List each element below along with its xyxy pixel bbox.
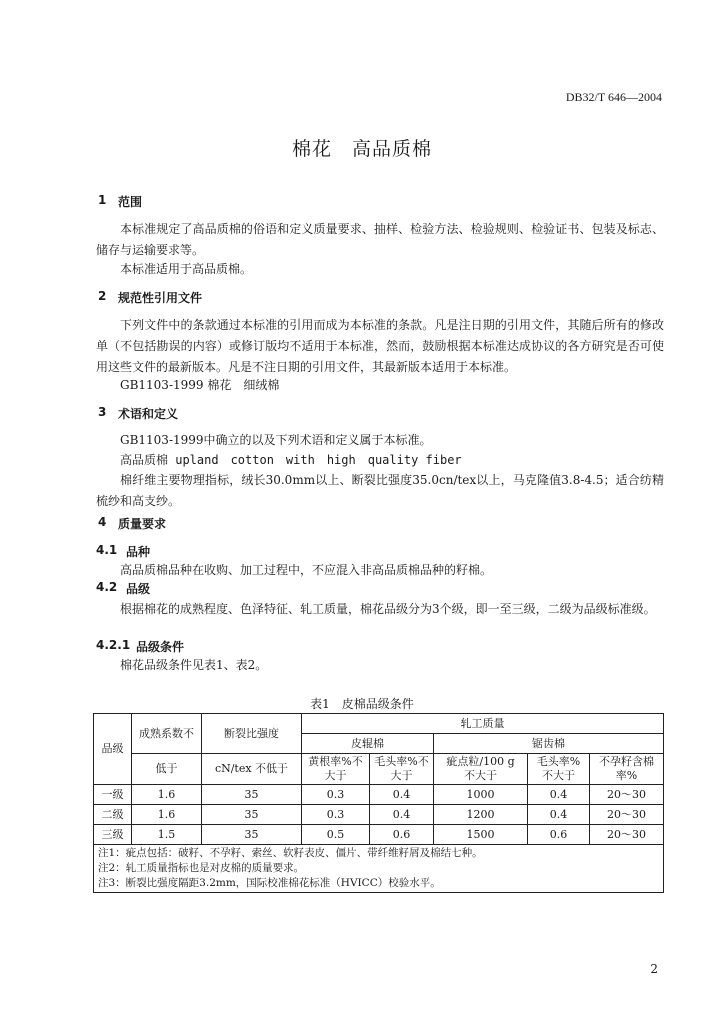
- page-title: 棉花 高品质棉: [291, 138, 432, 160]
- cell-neps: 1500: [434, 825, 528, 845]
- table-row: [94, 785, 664, 805]
- cell-seed: 20～30: [590, 805, 664, 825]
- table-note-1: 注1：疵点包括：破籽、不孕籽、索丝、软籽表皮、僵片、带纤维籽屑及棉结七种。: [98, 847, 483, 859]
- header-seed-2: 率%: [615, 769, 638, 782]
- section-4-2-1-number: 4.2.1: [96, 638, 131, 652]
- section-4-heading: 质量要求: [118, 517, 167, 531]
- table-note-2: 注2：轧工质量指标也是对皮棉的质量要求。: [98, 862, 305, 874]
- section-4-1-number: 4.1: [96, 543, 118, 557]
- cell-yellow-root: 0.3: [302, 805, 370, 825]
- cell-yellow-root: 0.5: [302, 825, 370, 845]
- header-seed: [590, 754, 664, 785]
- cell-hair-root-a: 0.4: [370, 805, 434, 825]
- cell-strength: 35: [202, 825, 302, 845]
- header-strength-2: cN/tex 不低于: [202, 754, 302, 785]
- header-maturity-1: 成熟系数不: [132, 714, 202, 754]
- section-4-2-1-paragraph: 棉花品级条件见表1、表2。: [120, 658, 268, 672]
- section-2-number: 2: [98, 289, 107, 303]
- document-number: DB32/T 646—2004: [565, 90, 662, 104]
- section-4-2-paragraph: 根据棉花的成熟程度、色泽特征、轧工质量，棉花品级分为3个级，即一至三级，二级为品级标准级。: [120, 602, 656, 616]
- cell-neps: 1200: [434, 805, 528, 825]
- section-2-paragraph: 下列文件中的条款通过本标准的引用而成为本标准的条款。凡是注日期的引用文件，其随后所有的修改单（不包括勘误的内容）或修订版均不适用于本标准，然而，鼓励根据本标准达成协议的各方研究是否可使用这些文件的最新版本。凡是不注日期的引用文件，其最新版本适用于本标准。: [96, 318, 664, 374]
- cell-neps: 1000: [434, 785, 528, 805]
- header-strength-1: 断裂比强度: [202, 714, 302, 754]
- cell-grade: 二级: [94, 805, 132, 825]
- grade-conditions-table: [93, 713, 664, 893]
- section-1-number: 1: [98, 193, 107, 207]
- section-4-1-heading: 品种: [126, 545, 151, 559]
- cell-maturity: 1.5: [132, 825, 202, 845]
- section-1-paragraph-2: 本标准适用于高品质棉。: [120, 262, 253, 276]
- header-seed-1: 不孕籽含棉: [599, 755, 654, 768]
- section-2-reference: GB1103-1999 棉花 细绒棉: [120, 378, 280, 392]
- cell-grade: 一级: [94, 785, 132, 805]
- section-4-number: 4: [98, 515, 107, 529]
- header-ginning: 轧工质量: [302, 714, 664, 734]
- header-hair-root-b: [528, 754, 590, 785]
- section-1-paragraph-1: 本标准规定了高品质棉的俗语和定义质量要求、抽样、检验方法、检验规则、检验证书、包装及标志、储存与运输要求等。: [96, 222, 664, 257]
- section-4-1-paragraph: 高品质棉品种在收购、加工过程中，不应混入非高品质棉品种的籽棉。: [120, 563, 493, 577]
- header-hair-root-b2: 不大于: [542, 769, 575, 782]
- section-3-number: 3: [98, 405, 107, 419]
- table-row: [94, 805, 664, 825]
- section-4-2-heading: 品级: [126, 582, 151, 596]
- page-number: 2: [650, 962, 658, 976]
- section-3-definition: 棉纤维主要物理指标，绒长30.0mm以上、断裂比强度35.0cn/tex以上，马克隆值3.8-4.5；适合纺精梳纱和高支纱。: [96, 473, 664, 508]
- section-2-heading: 规范性引用文件: [118, 291, 203, 305]
- header-hair-root-a: [370, 754, 434, 785]
- header-maturity-2: 低于: [132, 754, 202, 785]
- cell-seed: 20～30: [590, 825, 664, 845]
- header-neps-1: 疵点粒/100 g: [446, 755, 515, 768]
- table-1-caption: 表1 皮棉品级条件: [310, 697, 414, 711]
- section-1-heading: 范围: [118, 195, 143, 209]
- header-hair-root-b1: 毛头率%: [536, 755, 581, 768]
- cell-hair-root-b: 0.6: [528, 825, 590, 845]
- cell-maturity: 1.6: [132, 805, 202, 825]
- cell-strength: 35: [202, 785, 302, 805]
- header-hair-root-a2: 大于: [390, 769, 413, 782]
- cell-maturity: 1.6: [132, 785, 202, 805]
- cell-seed: 20～30: [590, 785, 664, 805]
- header-roller-ginned: 皮辊棉: [302, 734, 434, 754]
- header-yellow-root-1: 黄根率%不: [308, 755, 363, 768]
- cell-hair-root-a: 0.4: [370, 785, 434, 805]
- header-neps: [434, 754, 528, 785]
- section-3-heading: 术语和定义: [118, 407, 179, 421]
- cell-hair-root-b: 0.4: [528, 805, 590, 825]
- section-4-2-1-heading: 品级条件: [136, 640, 185, 654]
- header-yellow-root: [302, 754, 370, 785]
- table-note-3: 注3：断裂比强度隔距3.2mm，国际校准棉花标准（HVICC）校验水平。: [98, 877, 441, 889]
- cell-grade: 三级: [94, 825, 132, 845]
- cell-hair-root-b: 0.4: [528, 785, 590, 805]
- header-hair-root-a1: 毛头率%不: [374, 755, 429, 768]
- section-3-term: 高品质棉 upland cotton with high quality fiber: [120, 453, 462, 467]
- header-saw-ginned: 锯齿棉: [434, 734, 664, 754]
- table-row: [94, 825, 664, 845]
- cell-yellow-root: 0.3: [302, 785, 370, 805]
- cell-strength: 35: [202, 805, 302, 825]
- header-grade: 品级: [94, 714, 132, 785]
- table-notes: [94, 845, 664, 893]
- header-yellow-root-2: 大于: [324, 769, 347, 782]
- section-3-paragraph-1: GB1103-1999中确立的以及下列术语和定义属于本标准。: [120, 433, 432, 447]
- cell-hair-root-a: 0.6: [370, 825, 434, 845]
- section-4-2-number: 4.2: [96, 580, 118, 594]
- header-neps-2: 不大于: [464, 769, 497, 782]
